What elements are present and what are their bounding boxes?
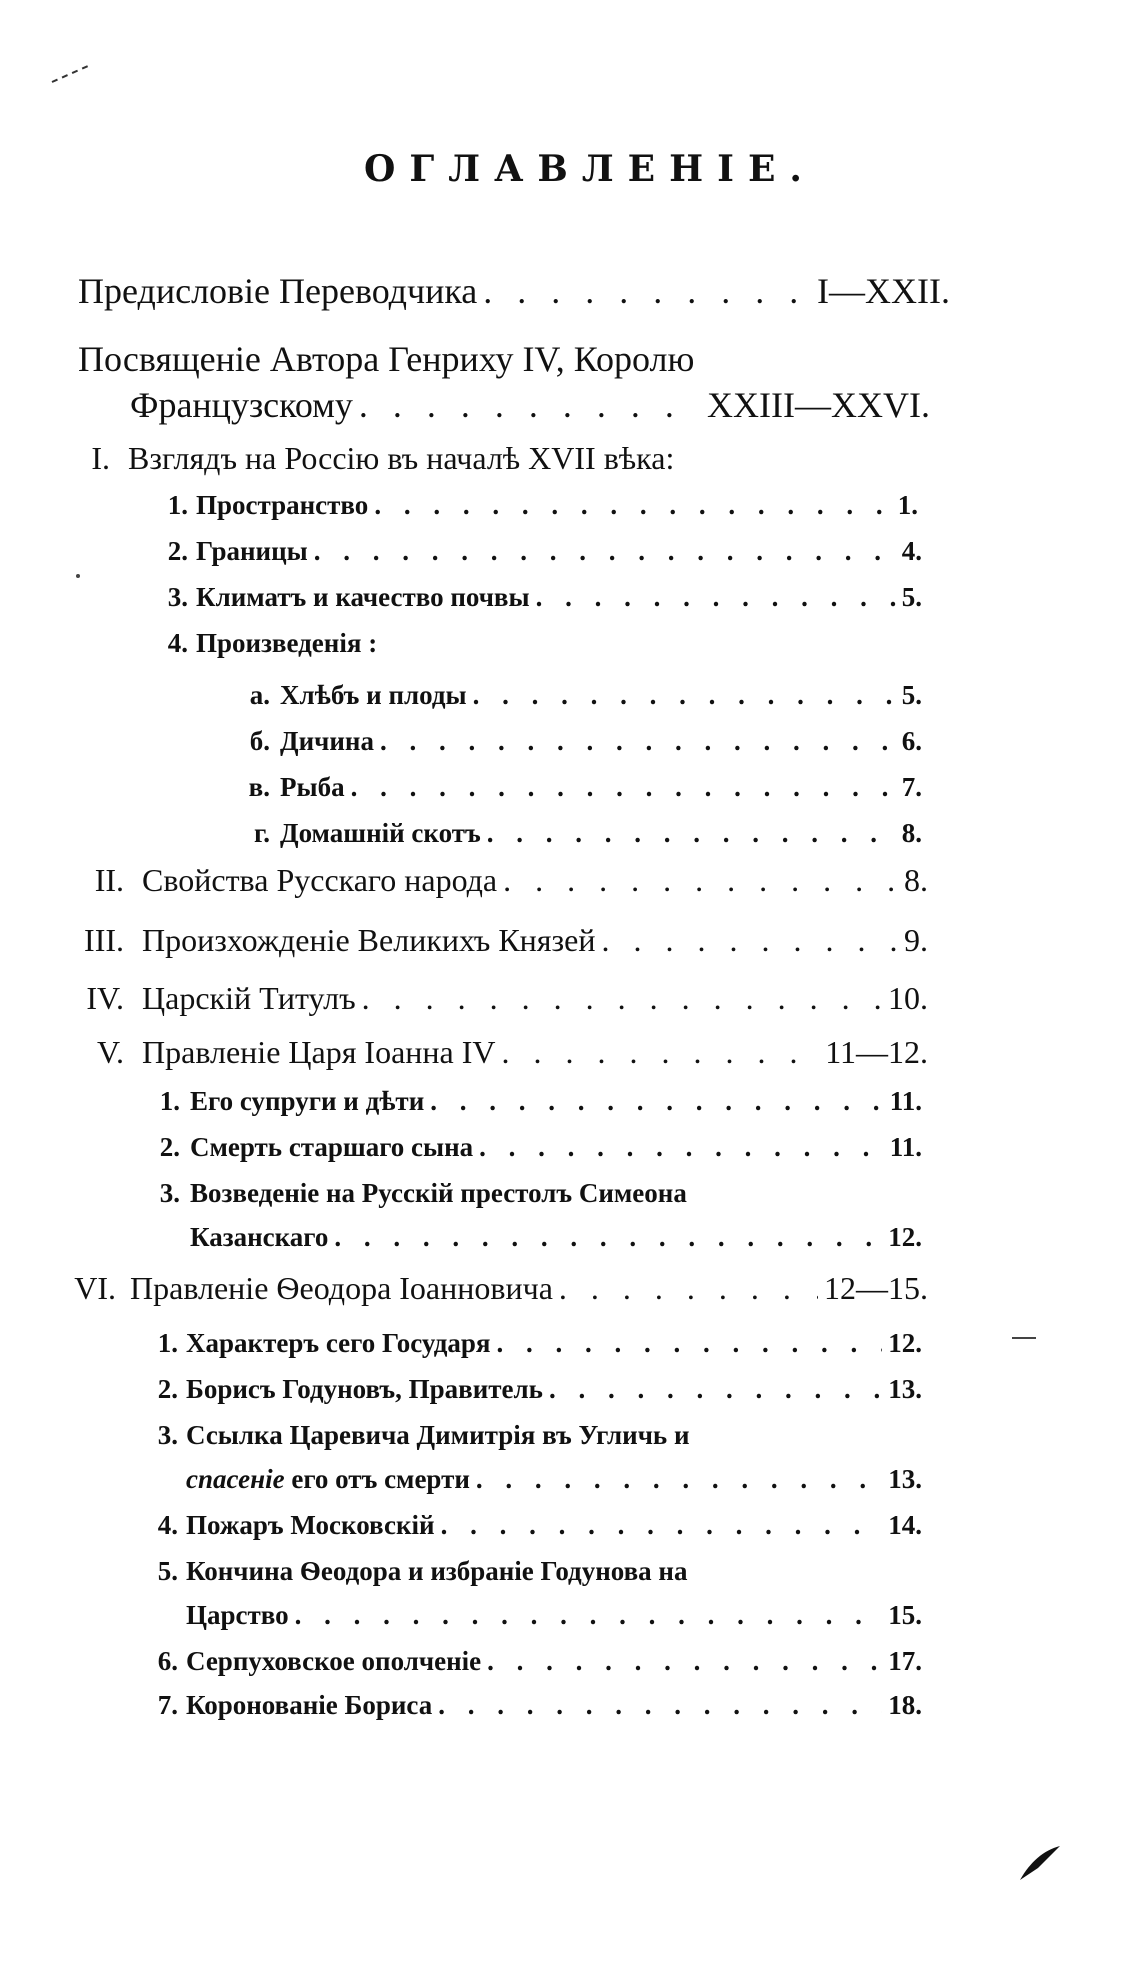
entry-label: Борисъ Годуновъ, Правитель: [186, 1374, 543, 1404]
toc-entry-ch6-3: [186, 1464, 922, 1495]
toc-entry-ch6: [130, 1270, 928, 1307]
dot-leader: [496, 1328, 882, 1359]
chapter-number: IV.: [86, 980, 124, 1016]
dot-leader: [479, 1132, 884, 1163]
page-number: 12.: [888, 1328, 922, 1358]
entry-label: Хлѣбъ и плоды: [280, 680, 467, 710]
section-number: 4.: [157, 1510, 178, 1540]
page-number: 5.: [901, 582, 922, 612]
entry-label: Произхожденіе Великихъ Князей: [142, 922, 596, 958]
page-number: 8.: [901, 818, 922, 848]
entry-label: Царство: [186, 1600, 289, 1630]
page-number: 12—15.: [824, 1270, 928, 1306]
page-number: 6.: [901, 726, 922, 756]
entry-label: Дичина: [280, 726, 374, 756]
page-title: ОГЛАВЛЕНIЕ.: [364, 148, 816, 190]
page-number: I—XXII.: [817, 271, 950, 311]
toc-entry-ch5-2: [190, 1132, 922, 1163]
toc-entry-ch1-1: [196, 490, 918, 521]
toc-entry-ch6-5: [186, 1600, 922, 1631]
page-number: 9.: [904, 922, 928, 958]
dot-leader: [473, 680, 896, 711]
page-number: 15.: [888, 1600, 922, 1630]
dot-leader: [314, 536, 896, 567]
subsection-letter: а.: [249, 680, 270, 710]
toc-entry-ch6-7: [186, 1690, 922, 1721]
dot-leader: [362, 980, 882, 1017]
toc-entry-preface: [78, 270, 950, 312]
section-number: 7.: [157, 1690, 178, 1720]
dot-leader: [295, 1600, 883, 1631]
toc-entry-ch1-4a: [280, 680, 922, 711]
section-number: 5.: [157, 1556, 178, 1586]
dot-leader: [503, 862, 898, 899]
page-number: 17.: [888, 1646, 922, 1676]
chapter-number: I.: [91, 440, 110, 476]
toc-entry-ch1-2: [196, 536, 922, 567]
entry-label: Казанскаго: [190, 1222, 329, 1252]
entry-label: Свойства Русскаго народа: [142, 862, 498, 898]
toc-entry-ch5-3: [190, 1222, 922, 1253]
dot-leader: [430, 1086, 883, 1117]
toc-entry-dedication: [130, 384, 930, 426]
section-number: 3.: [159, 1178, 180, 1208]
chapter-number: II.: [94, 862, 124, 898]
entry-label: Климатъ и качество почвы: [196, 582, 530, 612]
page-number: 8.: [904, 862, 928, 898]
toc-entry-ch5-3-line1: Возведеніе на Русскій престолъ Симеона: [190, 1178, 687, 1208]
page-number: 11.: [889, 1132, 922, 1162]
page-number: 11.: [889, 1086, 922, 1116]
page-number: 10.: [888, 980, 928, 1016]
page-number: 14.: [888, 1510, 922, 1540]
toc-entry-ch6-3-line1: Ссылка Царевича Димитрія въ Угличь и: [186, 1420, 690, 1450]
toc-entry-ch6-2: [186, 1374, 922, 1405]
toc-entry-dedication-line1: Посвященіе Автора Генриху IV, Королю: [78, 339, 695, 379]
section-number: 1.: [167, 490, 188, 520]
toc-entry-ch6-1: [186, 1328, 922, 1359]
dot-leader: [559, 1270, 818, 1307]
page-number: 5.: [901, 680, 922, 710]
toc-entry-ch3: [142, 922, 928, 959]
dot-leader: [483, 270, 811, 312]
toc-entry-ch1-4: Произведенія :: [196, 628, 378, 658]
section-number: 1.: [157, 1328, 178, 1358]
dot-leader: [374, 490, 891, 521]
entry-label: Пространство: [196, 490, 369, 520]
page-number: 1.: [897, 490, 918, 520]
subsection-letter: б.: [249, 726, 270, 756]
toc-entry-ch6-6: [186, 1646, 922, 1677]
entry-label: Правленіе Ѳеодора Іоанновича: [130, 1270, 553, 1306]
chapter-number: VI.: [74, 1270, 116, 1306]
entry-label: Предисловіе Переводчика: [78, 271, 478, 311]
toc-entry-ch2: [142, 862, 928, 899]
section-number: 3.: [157, 1420, 178, 1450]
chapter-number: V.: [97, 1034, 124, 1070]
toc-entry-ch1-4d: [280, 818, 922, 849]
page-number: 18.: [888, 1690, 922, 1720]
dot-leader: [536, 582, 896, 613]
entry-label: Рыба: [280, 772, 345, 802]
speck-top-left: [52, 66, 88, 82]
section-number: 6.: [157, 1646, 178, 1676]
entry-label: Пожаръ Московскій: [186, 1510, 435, 1540]
chapter-number: III.: [84, 922, 124, 958]
toc-entry-ch6-4: [186, 1510, 922, 1541]
speck-dot: [76, 574, 80, 578]
dot-leader: [502, 1034, 820, 1071]
entry-label: Характеръ сего Государя: [186, 1328, 491, 1358]
dot-leader: [549, 1374, 882, 1405]
italic-word: спасеніе: [186, 1464, 285, 1494]
toc-entry-ch1: Взглядъ на Россію въ началѣ XVII вѣка:: [128, 440, 675, 476]
section-number: 1.: [159, 1086, 180, 1116]
toc-entry-ch1-4b: [280, 726, 922, 757]
dot-leader: [476, 1464, 882, 1495]
dot-leader: [601, 922, 898, 959]
toc-entry-ch5: [142, 1034, 928, 1071]
entry-label: Французскому: [130, 385, 353, 425]
dot-leader: [334, 1222, 882, 1253]
page-number: 13.: [888, 1374, 922, 1404]
section-number: 4.: [167, 628, 188, 658]
toc-entry-ch6-5-line1: Кончина Ѳеодора и избраніе Годунова на: [186, 1556, 688, 1586]
dot-leader: [359, 384, 701, 426]
entry-label: [186, 1464, 470, 1495]
toc-entry-ch1-4c: [280, 772, 922, 803]
page-number: 7.: [901, 772, 922, 802]
entry-label: Смерть старшаго сына: [190, 1132, 474, 1162]
page-number: XXIII—XXVI.: [707, 385, 930, 425]
entry-label: Границы: [196, 536, 308, 566]
dot-leader: [487, 818, 896, 849]
subsection-letter: в.: [248, 772, 270, 802]
speck-bottom-right: [1020, 1846, 1060, 1880]
entry-label: Домашній скотъ: [280, 818, 481, 848]
entry-label: Серпуховское ополченіе: [186, 1646, 482, 1676]
subsection-letter: г.: [254, 818, 270, 848]
toc-entry-ch5-1: [190, 1086, 922, 1117]
section-number: 2.: [167, 536, 188, 566]
toc-entry-ch1-3: [196, 582, 922, 613]
section-number: 2.: [157, 1374, 178, 1404]
label-rest: его отъ смерти: [284, 1464, 470, 1494]
dot-leader: [441, 1510, 883, 1541]
entry-label: Его супруги и дѣти: [190, 1086, 425, 1116]
page-number: 12.: [888, 1222, 922, 1252]
page-number: 13.: [888, 1464, 922, 1494]
page-number: 11—12.: [825, 1034, 928, 1070]
entry-label: Царскій Титулъ: [142, 980, 356, 1016]
dot-leader: [487, 1646, 882, 1677]
toc-entry-ch4: [142, 980, 928, 1017]
dot-leader: [351, 772, 896, 803]
dot-leader: [380, 726, 896, 757]
section-number: 3.: [167, 582, 188, 612]
page-number: 4.: [901, 536, 922, 566]
entry-label: Правленіе Царя Іоанна IV: [142, 1034, 496, 1070]
entry-label: Коронованіе Бориса: [186, 1690, 433, 1720]
dot-leader: [438, 1690, 882, 1721]
section-number: 2.: [159, 1132, 180, 1162]
